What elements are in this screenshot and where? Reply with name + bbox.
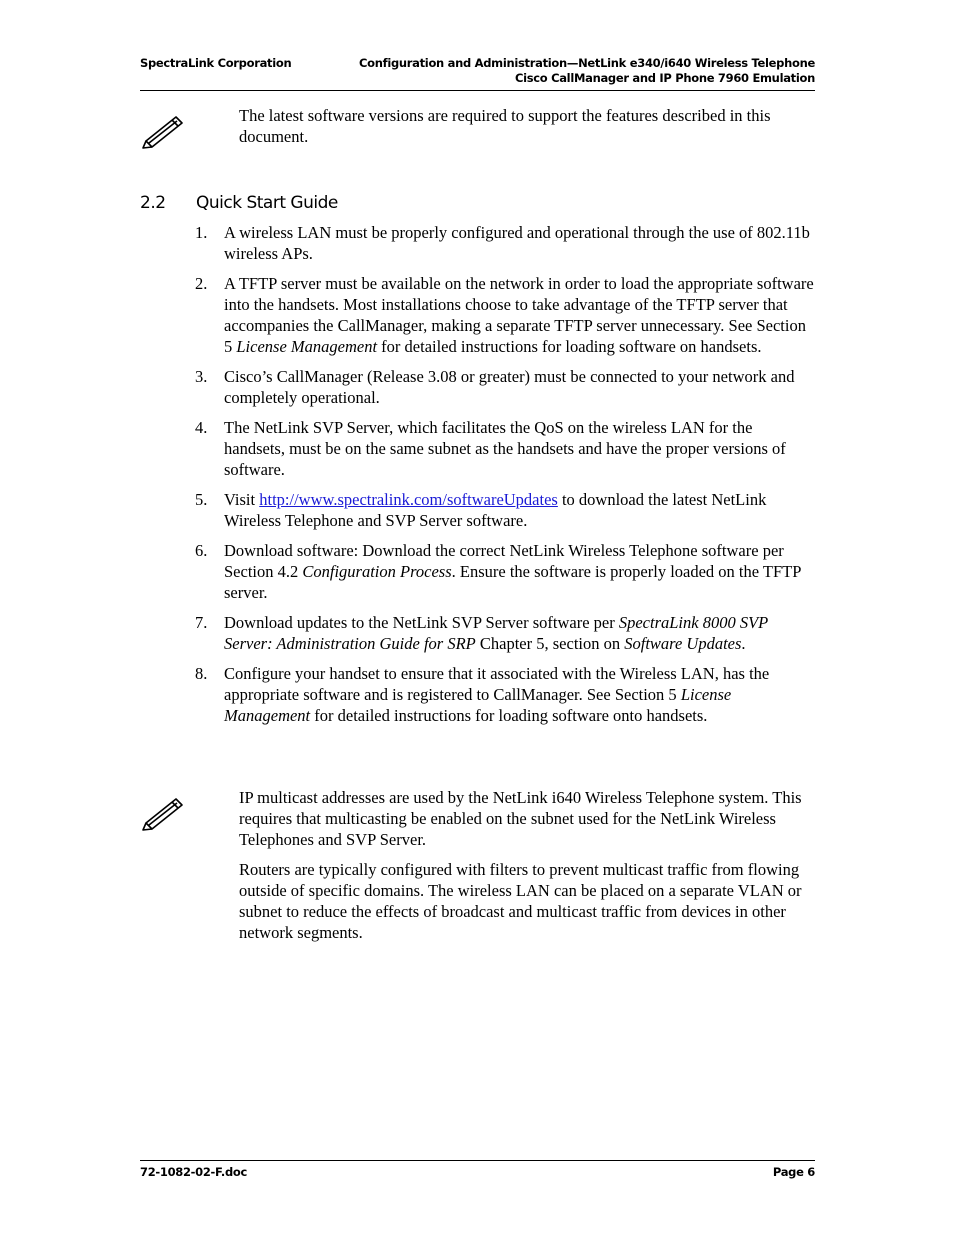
quick-start-steps	[195, 222, 817, 735]
step-text: .	[741, 634, 746, 653]
step-text: for detailed instructions for loading software onto handsets.	[310, 706, 708, 725]
section-heading	[140, 193, 338, 213]
step-text: . Ensure the software is properly loaded on the TFTP server.	[224, 562, 801, 602]
list-item	[195, 612, 817, 654]
section-number: 2.2	[140, 193, 166, 213]
section-reference: Configuration Process	[302, 562, 452, 581]
step-text: Download updates to the NetLink SVP Server software per	[224, 613, 619, 632]
step-text: A wireless LAN must be properly configured and operational through the use of 802.11b wireless APs.	[224, 223, 810, 263]
step-number: 1.	[195, 223, 208, 242]
software-updates-link[interactable]: http://www.spectralink.com/softwareUpdates	[259, 490, 558, 509]
step-text: Cisco’s CallManager (Release 3.08 or greater) must be connected to your network and completely operational.	[224, 367, 795, 407]
list-item	[195, 489, 817, 531]
step-number: 8.	[195, 664, 208, 683]
list-item	[195, 663, 817, 726]
step-text: for detailed instructions for loading software on handsets.	[377, 337, 762, 356]
pencil-icon	[140, 792, 188, 832]
step-text: Chapter 5, section on	[475, 634, 625, 653]
note-paragraph: IP multicast addresses are used by the NetLink i640 Wireless Telephone system. This requires that multicasting be enabled on the subnet used for the NetLink Wireless Telephones and SVP Server.	[239, 788, 802, 849]
list-item	[195, 417, 817, 480]
step-text: Download software: Download the correct NetLink Wireless Telephone software per Section 4.2	[224, 541, 784, 581]
step-number: 7.	[195, 613, 208, 632]
step-number: 5.	[195, 490, 208, 509]
header-title-line1: Configuration and Administration—NetLink e340/i640 Wireless Telephone	[358, 56, 815, 70]
header-title-line2: Cisco CallManager and IP Phone 7960 Emulation	[514, 71, 815, 85]
header-doc-title	[359, 56, 815, 86]
note-text: The latest software versions are required to support the features described in this document.	[239, 106, 771, 146]
list-item	[195, 540, 817, 603]
step-text: The NetLink SVP Server, which facilitates the QoS on the wireless LAN for the handsets, must be on the same subnet as the handsets and have the proper versions of software.	[224, 418, 786, 479]
pencil-icon	[140, 110, 188, 150]
guide-reference: SpectraLink 8000 SVP Server: Administration Guide for SRP	[224, 613, 768, 653]
section-title: Quick Start Guide	[196, 193, 338, 213]
step-number: 2.	[195, 274, 208, 293]
step-text: A TFTP server must be available on the network in order to load the appropriate software into the handsets. Most installations choose to take advantage of the TFTP server that accompanies the CallManager, making a separate TFTP server unnecessary. See Section 5	[224, 274, 814, 356]
section-reference: License Management	[224, 685, 732, 725]
section-reference: Software Updates	[624, 634, 742, 653]
footer-doc-id: 72-1082-02-F.doc	[140, 1165, 248, 1179]
step-number: 3.	[195, 367, 208, 386]
step-number: 4.	[195, 418, 208, 437]
section-reference: License Management	[236, 337, 378, 356]
step-text: to download the latest NetLink Wireless Telephone and SVP Server software.	[224, 490, 767, 530]
list-item	[195, 273, 817, 357]
list-item	[195, 222, 817, 264]
page-header	[140, 54, 815, 91]
note-paragraph: Routers are typically configured with filters to prevent multicast traffic from flowing outside of specific domains. The wireless LAN can be placed on a separate VLAN or subnet to reduce the effects of broadcast and multicast traffic from devices in other network segments.	[239, 860, 802, 942]
footer-page-number: Page 6	[772, 1165, 815, 1179]
page-footer	[140, 1160, 815, 1180]
step-text: Visit	[224, 490, 260, 509]
step-text: Configure your handset to ensure that it associated with the Wireless LAN, has the appropriate software and is registered to CallManager. See Section 5	[224, 664, 770, 704]
header-company: SpectraLink Corporation	[140, 56, 292, 70]
step-number: 6.	[195, 541, 208, 560]
list-item	[195, 366, 817, 408]
